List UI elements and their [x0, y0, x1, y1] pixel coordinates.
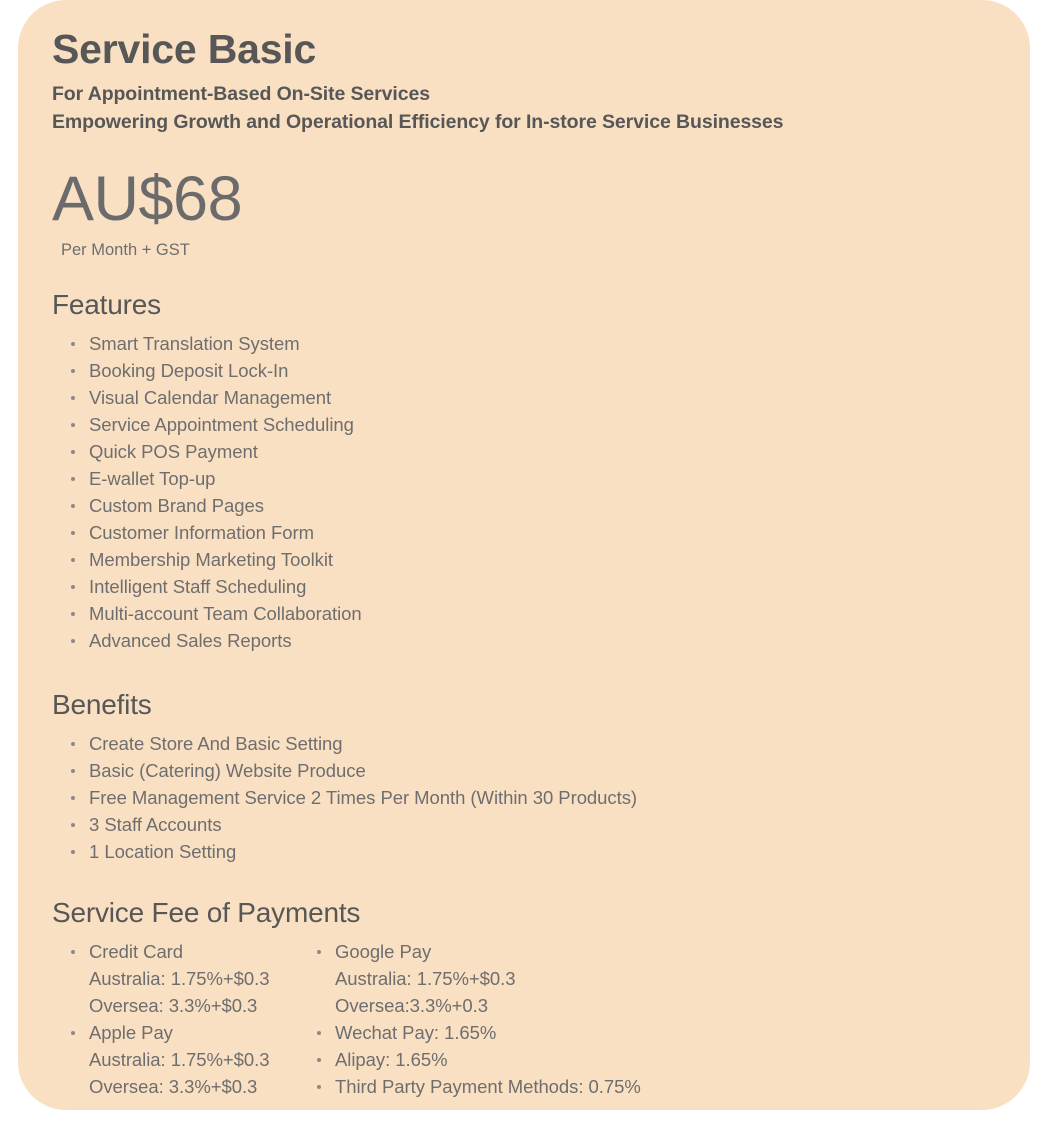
list-item: Multi-account Team Collaboration	[68, 600, 996, 627]
plan-subtitle-line-1: For Appointment-Based On-Site Services	[52, 83, 430, 106]
payment-method-rate: Australia: 1.75%+$0.3	[89, 967, 270, 989]
payment-method-item: Wechat Pay: 1.65%	[314, 1019, 641, 1046]
plan-subtitle-line-2: Empowering Growth and Operational Efficiency for In-store Service Businesses	[52, 110, 784, 133]
service-fees-section	[52, 898, 996, 1100]
payment-method-rate: Oversea: 3.3%+$0.3	[89, 1075, 258, 1097]
list-item: Quick POS Payment	[68, 438, 996, 465]
list-item: Create Store And Basic Setting	[68, 730, 996, 757]
payment-method-rate: Oversea: 3.3%+$0.3	[89, 994, 258, 1016]
list-item: Visual Calendar Management	[68, 384, 996, 411]
features-heading: Features	[52, 289, 161, 321]
pricing-card	[18, 0, 1030, 1110]
plan-price-note: Per Month + GST	[61, 241, 190, 260]
plan-subtitle	[52, 81, 996, 136]
benefits-heading: Benefits	[52, 689, 152, 721]
list-item: Free Management Service 2 Times Per Month (Within 30 Products)	[68, 784, 996, 811]
payment-method-item: Credit Card	[68, 938, 314, 965]
service-fees-columns	[52, 938, 996, 1100]
list-item: Advanced Sales Reports	[68, 627, 996, 654]
payment-method-rate: Oversea:3.3%+0.3	[335, 994, 488, 1016]
payment-method-rate: Australia: 1.75%+$0.3	[335, 967, 516, 989]
list-item: Customer Information Form	[68, 519, 996, 546]
plan-price: AU$68	[52, 164, 243, 235]
page-title: Service Basic	[52, 26, 317, 72]
benefits-list	[52, 730, 996, 865]
service-fees-right-column	[314, 938, 641, 1100]
payment-method-item: Google Pay	[314, 938, 641, 965]
list-item: Custom Brand Pages	[68, 492, 996, 519]
list-item: Membership Marketing Toolkit	[68, 546, 996, 573]
features-section	[52, 290, 996, 654]
list-item: E-wallet Top-up	[68, 465, 996, 492]
payment-method-item: Apple Pay	[68, 1019, 314, 1046]
list-item: Service Appointment Scheduling	[68, 411, 996, 438]
payment-method-rate: Australia: 1.75%+$0.3	[89, 1048, 270, 1070]
price-block	[52, 164, 996, 260]
payment-method-item: Alipay: 1.65%	[314, 1046, 641, 1073]
benefits-section	[52, 690, 996, 865]
payment-method-item: Third Party Payment Methods: 0.75%	[314, 1073, 641, 1100]
service-fees-left-column	[68, 938, 314, 1100]
list-item: Booking Deposit Lock-In	[68, 357, 996, 384]
service-fees-heading: Service Fee of Payments	[52, 897, 361, 929]
features-list	[52, 330, 996, 654]
list-item: Smart Translation System	[68, 330, 996, 357]
list-item: Intelligent Staff Scheduling	[68, 573, 996, 600]
list-item: Basic (Catering) Website Produce	[68, 757, 996, 784]
list-item: 3 Staff Accounts	[68, 811, 996, 838]
list-item: 1 Location Setting	[68, 838, 996, 865]
